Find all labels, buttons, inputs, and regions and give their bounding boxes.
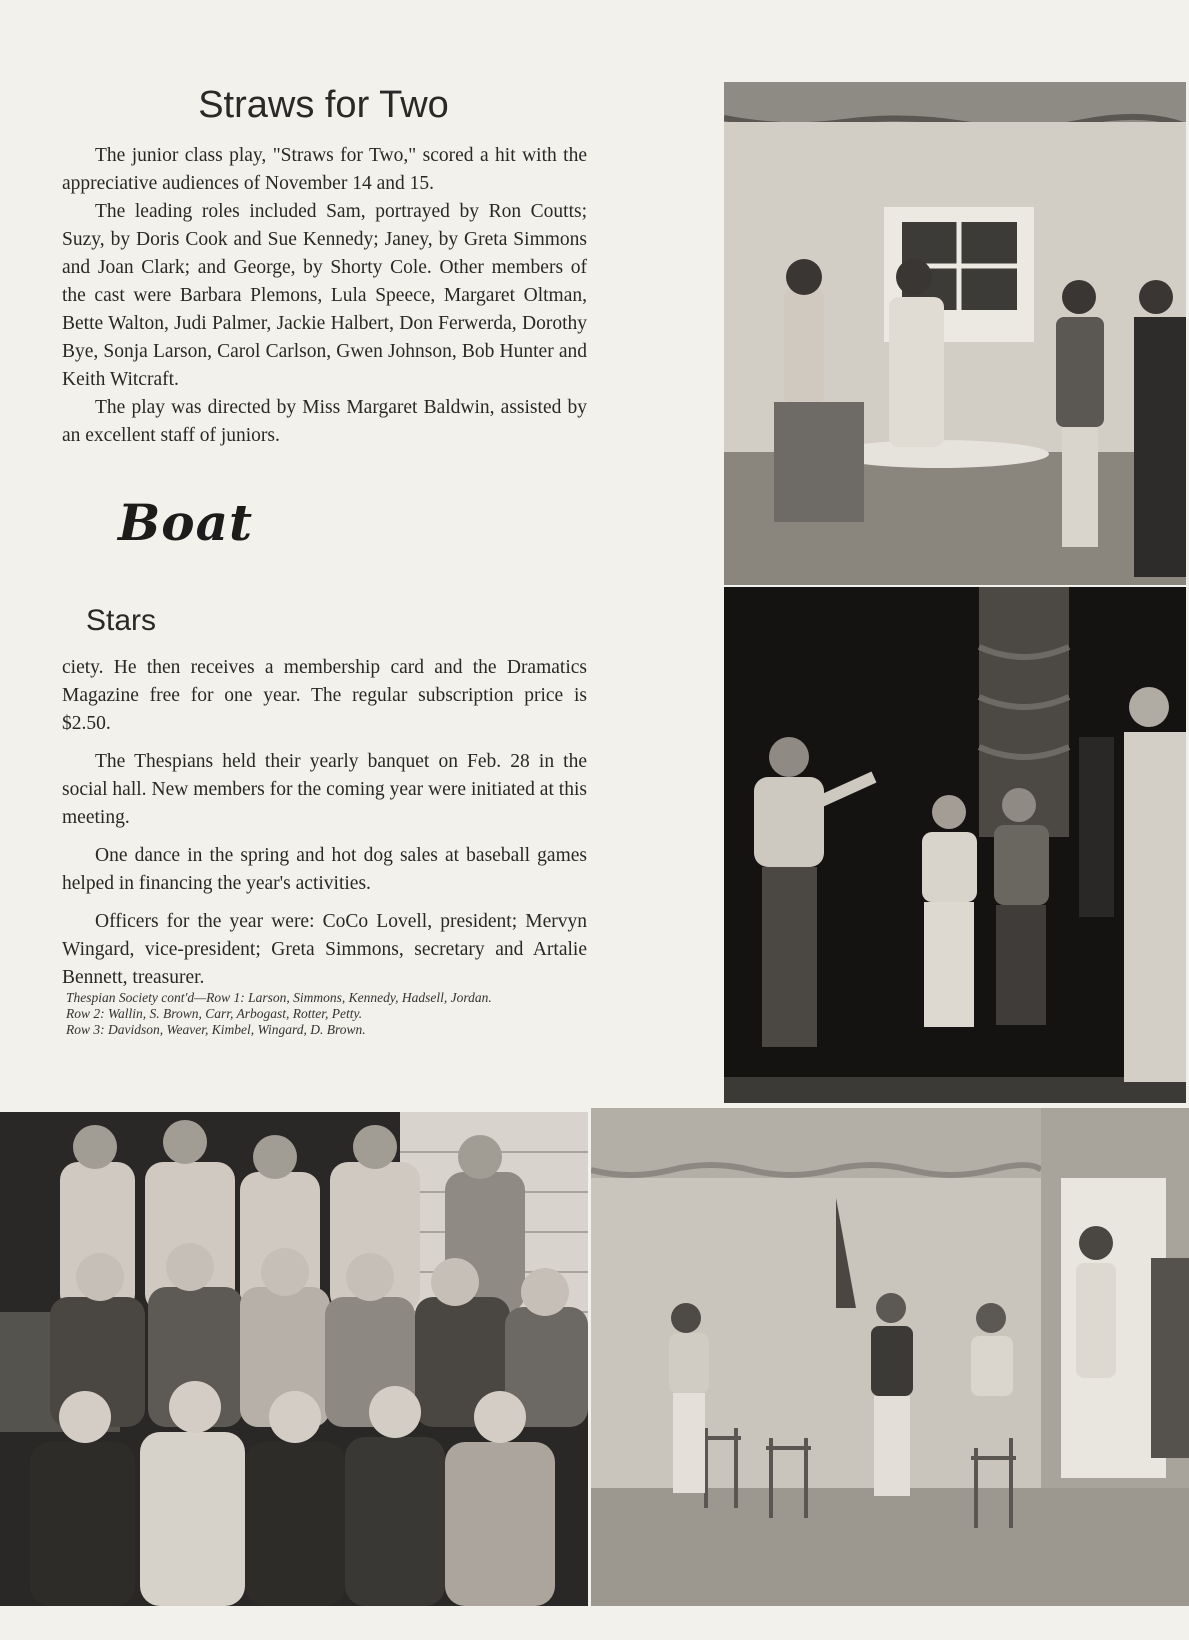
article-paragraph: One dance in the spring and hot dog sales at baseball games helped in financing the year's activities.: [62, 845, 587, 894]
script-title: Boat: [118, 493, 254, 552]
article-paragraph: The leading roles included Sam, portrayed by Ron Coutts; Suzy, by Doris Cook and Sue Kennedy; Janey, by Greta Simmons and Joan Clark; and George, by Shorty Cole. Other members of the cast were Barbara Plemons, Lula Speece, Margaret Oltman, Bette Walton, Judi Palmer, Jackie Halbert, Don Ferwerda, Dorothy Bye, Sonja Larson, Carol Carlson, Gwen Johnson, Bob Hunter and Keith Witcraft.: [62, 201, 587, 390]
article-paragraph: Officers for the year were: CoCo Lovell, president; Mervyn Wingard, vice-president; Greta Simmons, secretary and Artalie Bennett, treasurer.: [62, 911, 587, 988]
rehearsal-photo: [591, 1108, 1189, 1606]
caption-line: Row 2: Wallin, S. Brown, Carr, Arbogast, Rotter, Petty.: [66, 1006, 363, 1021]
article-paragraph: The junior class play, "Straws for Two," scored a hit with the appreciative audiences of November 14 and 15.: [62, 145, 587, 194]
section-subhead: Stars: [86, 604, 157, 637]
article-paragraph: ciety. He then receives a membership card and the Dramatics Magazine free for one year. The regular subscription price is $2.50.: [62, 657, 587, 734]
stage-performance-photo: [724, 587, 1186, 1103]
photo-caption: [66, 990, 591, 1038]
caption-line: Row 3: Davidson, Weaver, Kimbel, Wingard, D. Brown.: [66, 1022, 366, 1037]
stage-scene-photo: [724, 82, 1186, 585]
thespian-group-photo: [0, 1112, 588, 1606]
thespian-article: [62, 654, 587, 1002]
article-paragraph: The Thespians held their yearly banquet on Feb. 28 in the social hall. New members for the coming year were initiated at this meeting.: [62, 751, 587, 828]
play-article: [62, 142, 587, 450]
article-paragraph: The play was directed by Miss Margaret Baldwin, assisted by an excellent staff of juniors.: [62, 397, 587, 446]
page-heading: Straws for Two: [198, 84, 449, 126]
caption-line: Thespian Society cont'd—Row 1: Larson, Simmons, Kennedy, Hadsell, Jordan.: [66, 990, 492, 1005]
